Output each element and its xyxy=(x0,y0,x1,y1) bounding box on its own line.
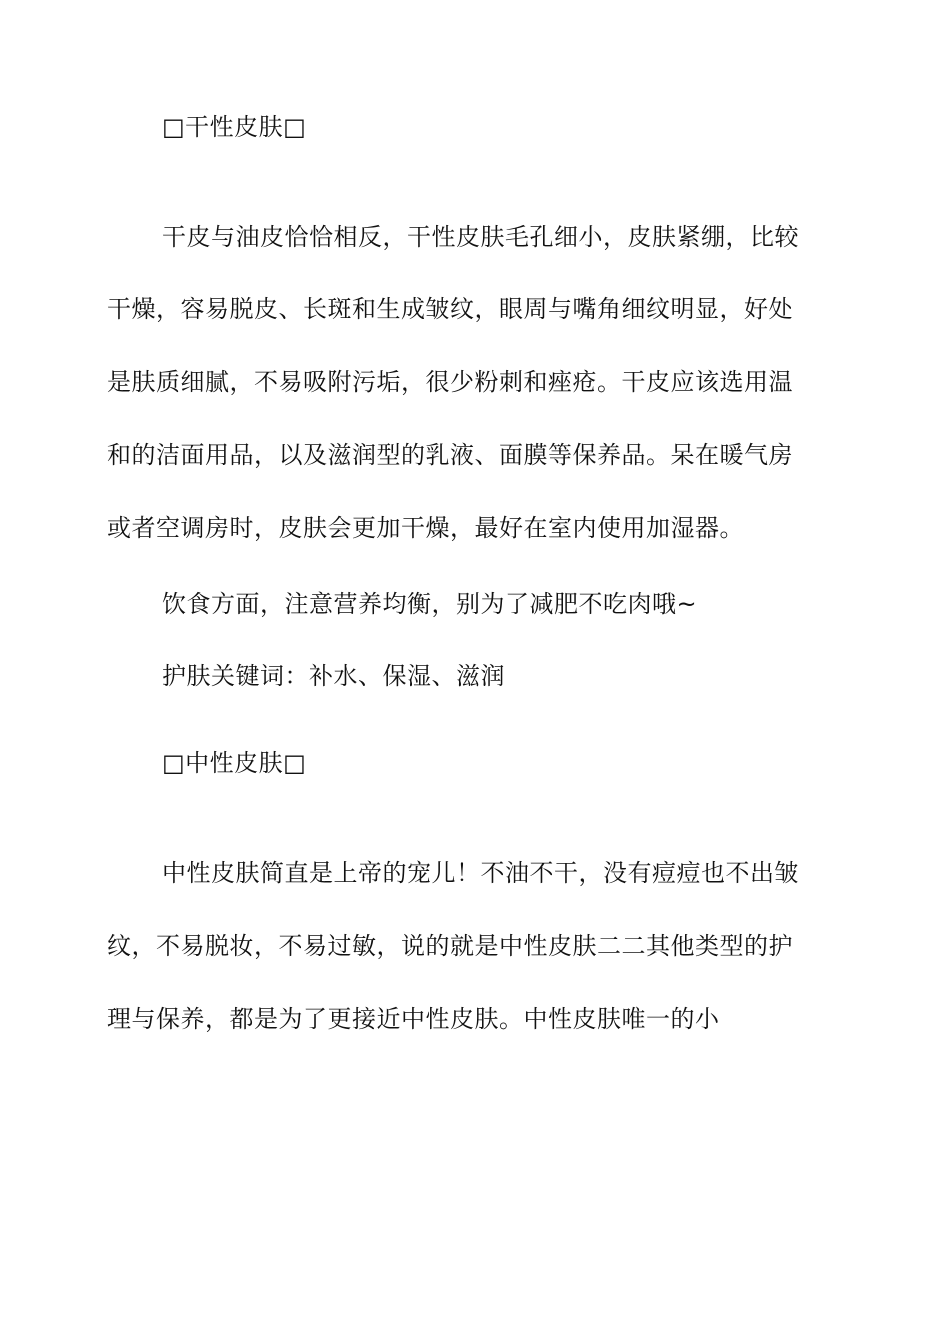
paragraph-line: 中性皮肤简直是上帝的宠儿！不油不干，没有痘痘也不出皱 xyxy=(162,859,799,887)
paragraph-line: 或者空调房时，皮肤会更加干燥，最好在室内使用加湿器。 xyxy=(107,514,744,542)
paragraph-line: 纹，不易脱妆，不易过敏，说的就是中性皮肤二二其他类型的护 xyxy=(107,932,793,960)
skincare-keywords: 护肤关键词：补水、保湿、滋润 xyxy=(162,662,505,690)
paragraph-line: 是肤质细腻，不易吸附污垢，很少粉刺和痤疮。干皮应该选用温 xyxy=(107,368,793,396)
section-heading-normal-skin: □中性皮肤□ xyxy=(162,749,307,777)
section-heading-dry-skin: □干性皮肤□ xyxy=(162,113,307,141)
paragraph-line: 干皮与油皮恰恰相反，干性皮肤毛孔细小，皮肤紧绷，比较 xyxy=(162,223,799,251)
diet-note: 饮食方面，注意营养均衡，别为了减肥不吃肉哦~ xyxy=(162,590,698,618)
paragraph-line: 和的洁面用品，以及滋润型的乳液、面膜等保养品。呆在暖气房 xyxy=(107,441,793,469)
paragraph-line: 干燥，容易脱皮、长斑和生成皱纹，眼周与嘴角细纹明显，好处 xyxy=(107,295,793,323)
paragraph-line: 理与保养，都是为了更接近中性皮肤。中性皮肤唯一的小 xyxy=(107,1005,720,1033)
